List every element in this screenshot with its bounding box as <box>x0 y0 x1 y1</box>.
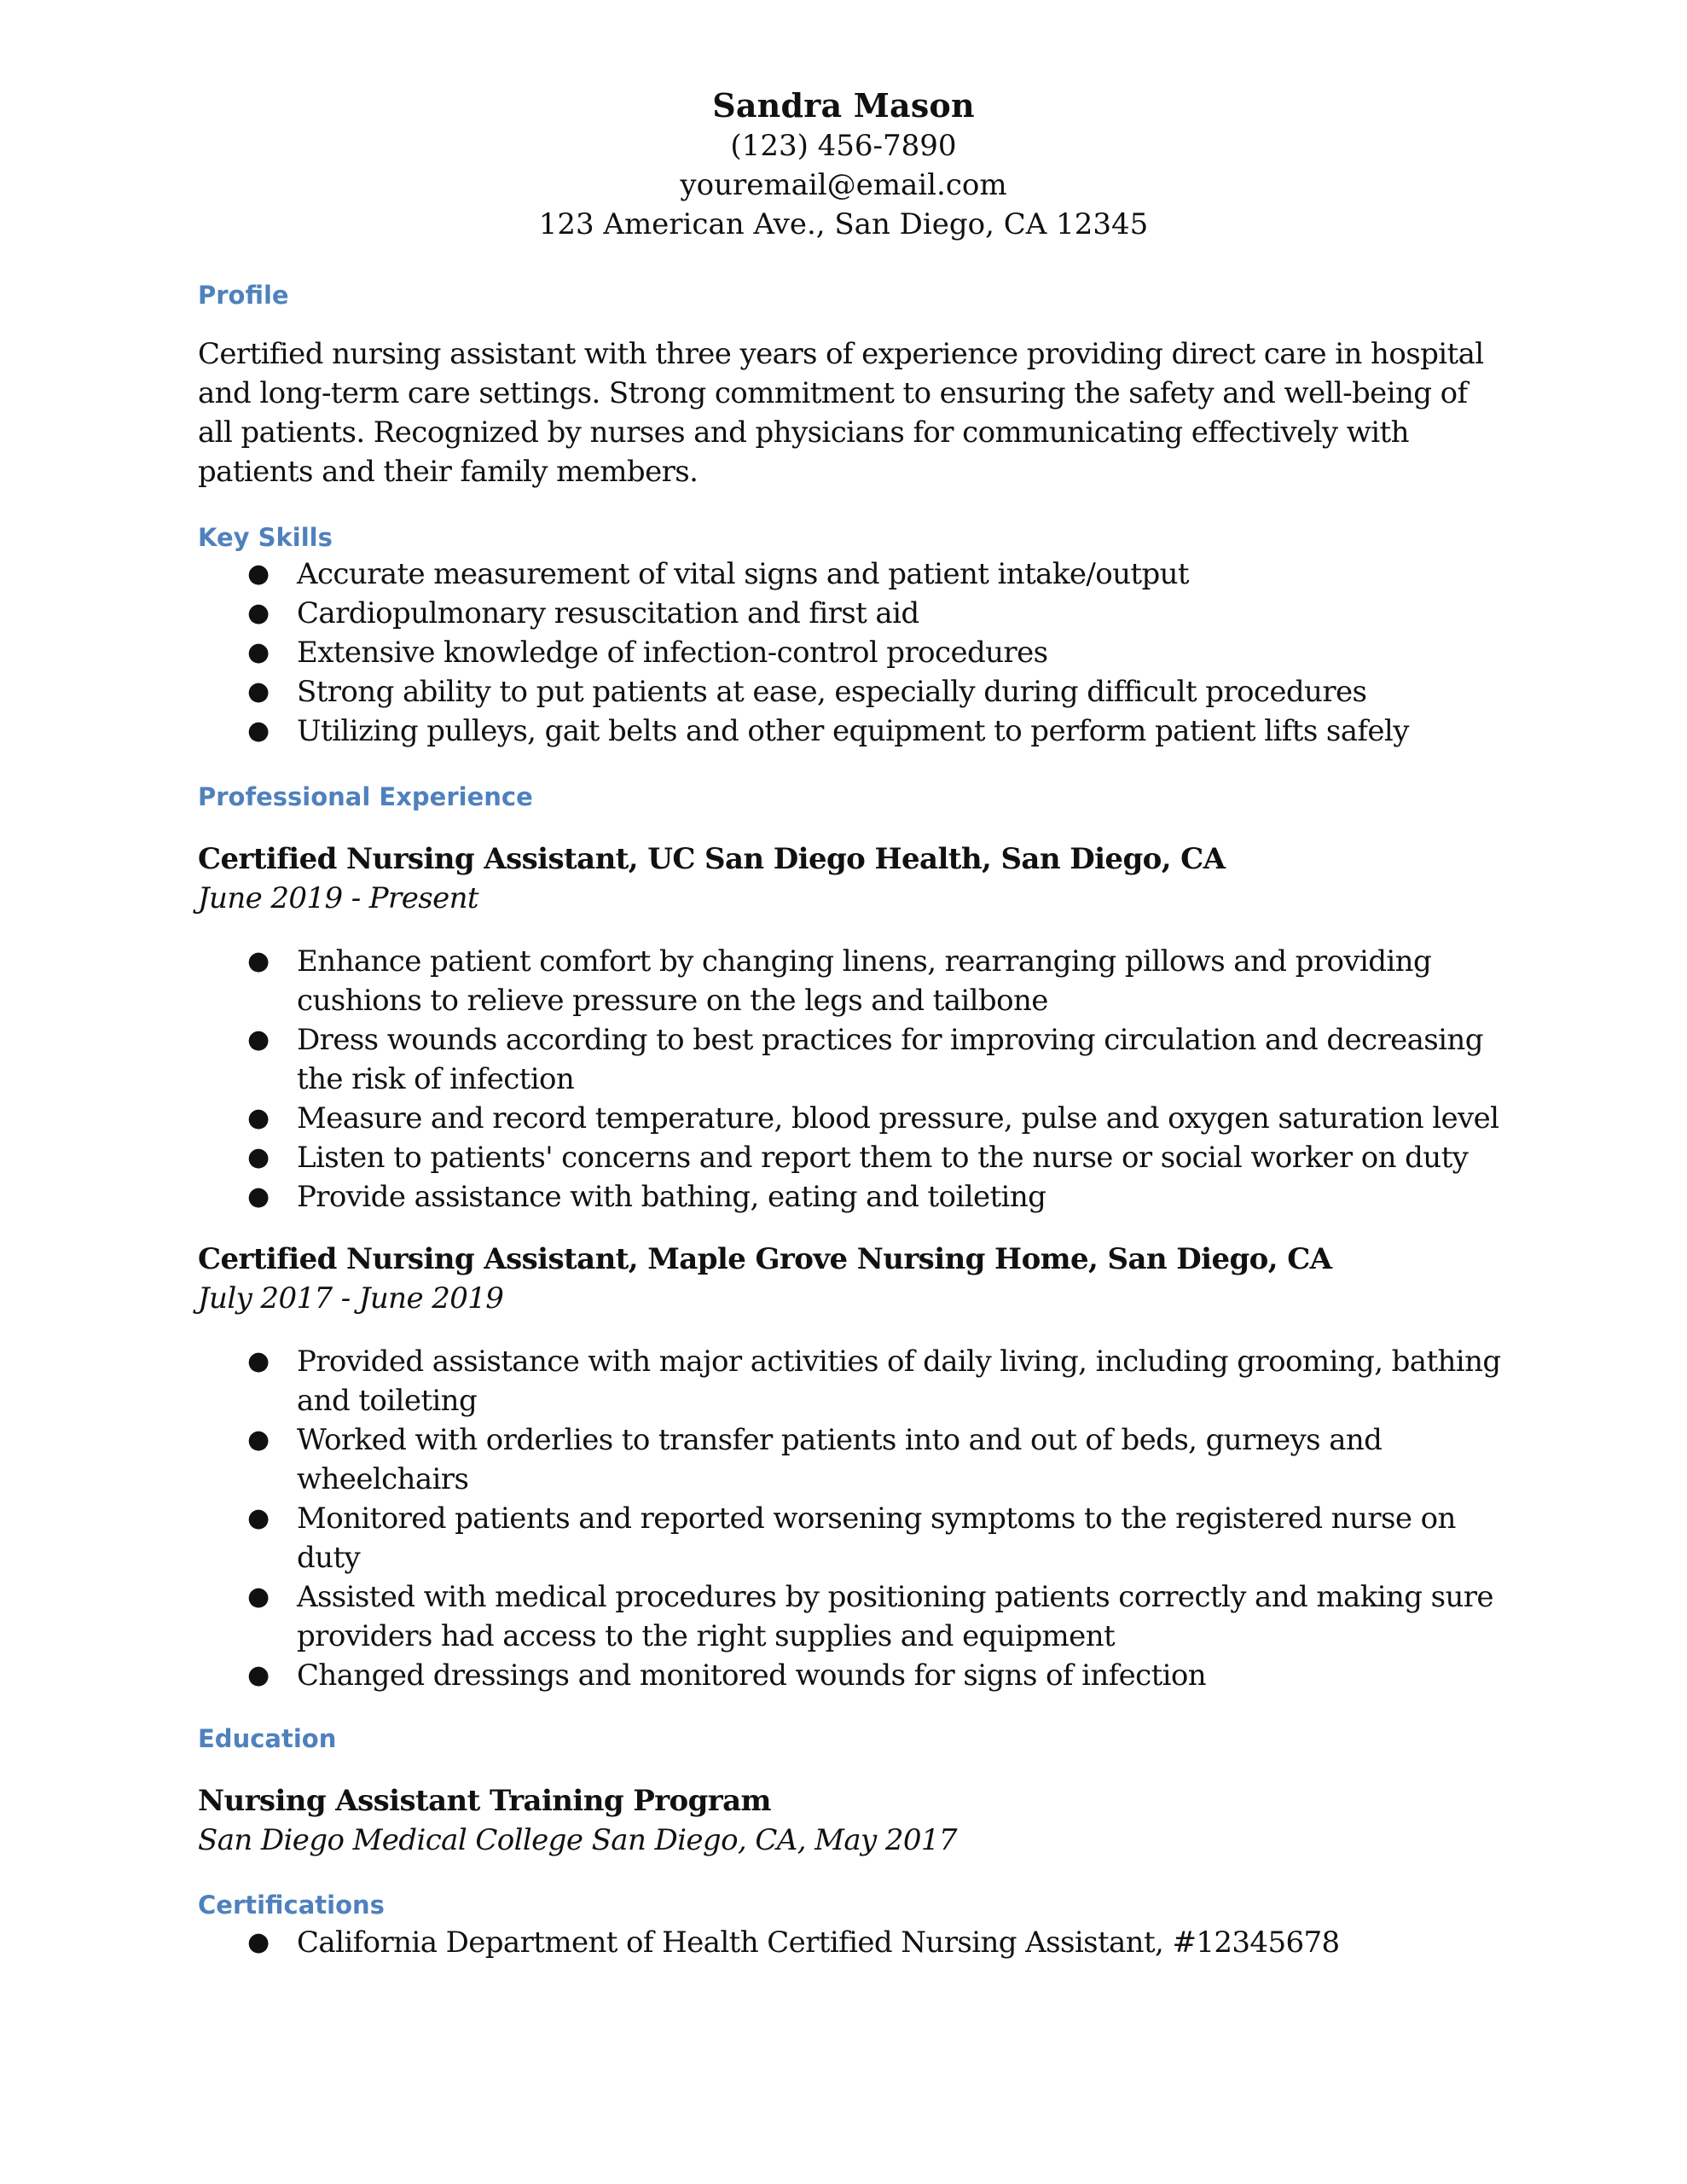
skill-item <box>198 633 1503 672</box>
duty-item <box>198 942 1503 1020</box>
job-bullets <box>198 1342 1503 1695</box>
bullet-icon: ● <box>247 1142 270 1172</box>
certifications-list <box>198 1923 1503 1962</box>
duty-item <box>198 1499 1503 1577</box>
duty-text: Changed dressings and monitored wounds for signs of infection <box>297 1658 1207 1693</box>
bullet-icon: ● <box>247 1425 270 1455</box>
job-entry <box>198 1240 1503 1318</box>
bullet-icon: ● <box>247 716 270 746</box>
bullet-icon: ● <box>247 1927 270 1957</box>
section-heading-certifications: Certifications <box>198 1891 385 1920</box>
job-entry <box>198 839 1503 918</box>
section-heading-profile: Profile <box>198 281 289 310</box>
education-entry <box>198 1781 1503 1860</box>
bullet-icon: ● <box>247 1582 270 1612</box>
profile-summary: Certified nursing assistant with three years of experience providing direct care in hospital and long-term care settings. Strong commitment to ensuring the safety and well-being of all patients. Recognized by nurses and physicians for communicating effectively with patients and their family members. <box>198 337 1484 489</box>
certification-text: California Department of Health Certified Nursing Assistant, #12345678 <box>297 1926 1340 1960</box>
duty-item <box>198 1020 1503 1099</box>
skill-text: Accurate measurement of vital signs and patient intake/output <box>297 557 1189 591</box>
bullet-icon: ● <box>247 598 270 628</box>
duty-text: Measure and record temperature, blood pressure, pulse and oxygen saturation level <box>297 1101 1499 1136</box>
key-skills-section <box>198 555 1503 751</box>
duty-text: Provide assistance with bathing, eating and toileting <box>297 1180 1046 1214</box>
skill-text: Utilizing pulleys, gait belts and other equipment to perform patient lifts safely <box>297 714 1409 748</box>
certification-item <box>198 1923 1503 1962</box>
duty-text: Listen to patients' concerns and report them to the nurse or social worker on duty <box>297 1141 1469 1175</box>
duty-text: Assisted with medical procedures by positioning patients correctly and making sure providers had access to the right supplies and equipment <box>297 1580 1493 1653</box>
duty-item <box>198 1138 1503 1177</box>
certifications-section <box>198 1923 1503 1962</box>
job-duties-list <box>198 1342 1503 1695</box>
job-title: Certified Nursing Assistant, UC San Diego Health, San Diego, CA <box>198 842 1226 876</box>
duty-text: Dress wounds according to best practices for improving circulation and decreasing the risk of infection <box>297 1023 1483 1096</box>
job-bullets <box>198 942 1503 1217</box>
duty-text: Monitored patients and reported worsening symptoms to the registered nurse on duty <box>297 1502 1456 1575</box>
email-address: youremail@email.com <box>680 168 1007 202</box>
phone-number: (123) 456-7890 <box>730 129 957 163</box>
key-skills-list <box>198 555 1503 751</box>
section-heading-experience: Professional Experience <box>198 782 533 811</box>
duty-item <box>198 1342 1503 1420</box>
bullet-icon: ● <box>247 559 270 589</box>
bullet-icon: ● <box>247 1346 270 1376</box>
bullet-icon: ● <box>247 1025 270 1054</box>
mailing-address: 123 American Ave., San Diego, CA 12345 <box>538 207 1149 241</box>
section-heading-key-skills: Key Skills <box>198 523 333 552</box>
bullet-icon: ● <box>247 1660 270 1690</box>
bullet-icon: ● <box>247 1503 270 1533</box>
duty-text: Enhance patient comfort by changing linens, rearranging pillows and providing cushions to relieve pressure on the legs and tailbone <box>297 944 1432 1018</box>
skill-item <box>198 712 1503 751</box>
skill-item <box>198 672 1503 712</box>
bullet-icon: ● <box>247 1103 270 1133</box>
job-dates: June 2019 - Present <box>198 881 478 915</box>
skill-text: Cardiopulmonary resuscitation and first aid <box>297 596 919 630</box>
duty-item <box>198 1099 1503 1138</box>
bullet-icon: ● <box>247 946 270 976</box>
skill-text: Strong ability to put patients at ease, especially during difficult procedures <box>297 675 1367 709</box>
profile-section <box>198 334 1503 491</box>
skill-item <box>198 555 1503 594</box>
duty-item <box>198 1420 1503 1499</box>
bullet-icon: ● <box>247 637 270 667</box>
job-title: Certified Nursing Assistant, Maple Grove Nursing Home, San Diego, CA <box>198 1242 1332 1276</box>
resume-header <box>0 85 1687 244</box>
bullet-icon: ● <box>247 1182 270 1211</box>
skill-text: Extensive knowledge of infection-control procedures <box>297 636 1048 670</box>
skill-item <box>198 594 1503 633</box>
school-details: San Diego Medical College San Diego, CA, May 2017 <box>198 1823 957 1857</box>
program-name: Nursing Assistant Training Program <box>198 1784 771 1818</box>
duty-item <box>198 1577 1503 1656</box>
duty-text: Provided assistance with major activities of daily living, including grooming, bathing and toileting <box>297 1345 1501 1418</box>
duty-text: Worked with orderlies to transfer patients into and out of beds, gurneys and wheelchairs <box>297 1423 1383 1496</box>
job-duties-list <box>198 942 1503 1217</box>
bullet-icon: ● <box>247 677 270 706</box>
section-heading-education: Education <box>198 1724 337 1753</box>
candidate-name: Sandra Mason <box>712 86 975 125</box>
job-dates: July 2017 - June 2019 <box>198 1281 504 1316</box>
duty-item <box>198 1177 1503 1217</box>
duty-item <box>198 1656 1503 1695</box>
